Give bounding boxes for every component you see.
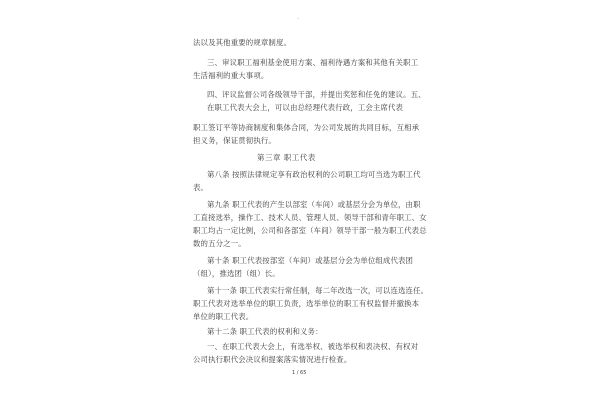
article-9-line: 第九条 职工代表的产生以部室（车间）或基层分会为单位，由职 bbox=[207, 200, 421, 209]
text-line: 三、审议职工福利基金使用方案、福利待遇方案和其他有关职工 bbox=[207, 58, 419, 67]
article-9-line: 职工均占一定比例，公司和各部室（车间）领导干部一般为职工代表总 bbox=[193, 226, 427, 235]
text-line: 法以及其他重要的规章制度。 bbox=[193, 38, 292, 47]
page-number: 1 / 65 bbox=[292, 370, 307, 376]
article-12-heading: 第十二条 职工代表的权利和义务： bbox=[207, 327, 323, 336]
text-line: 在职工代表大会上，可以由总经理代表行政，工会主席代表 bbox=[207, 103, 404, 112]
text-line: 四、评议监督公司各级领导干部，并提出奖惩和任免的建议。五、 bbox=[207, 90, 426, 99]
text-line: 公司执行职代会决议和提案落实情况进行检查。 bbox=[193, 355, 352, 364]
text-line: 担义务，保证贯彻执行。 bbox=[193, 136, 276, 145]
article-11-line: 职工代表对选举单位的职工负责，选举单位的职工有权监督并撤换本 bbox=[193, 299, 420, 308]
text-line: 职工签订平等协商制度和集体合同，为公司发展的共同目标，互相承 bbox=[193, 123, 420, 132]
chapter-heading: 第三章 职工代表 bbox=[257, 153, 316, 162]
article-10-line: 第十条 职工代表按部室（车间）或基层分会为单位组成代表团 bbox=[207, 256, 414, 265]
article-10-line: （组），推选团（组）长。 bbox=[193, 269, 280, 278]
article-11-line: 第十一条 职工代表实行常任制，每二年改选一次，可以连选连任。 bbox=[207, 286, 429, 295]
text-line: 一、在职工代表大会上，有选举权、被选举权和表决权、有权对 bbox=[207, 342, 419, 351]
article-8-line: 第八条 按照法律规定享有政治权利的公司职工均可当选为职工代 bbox=[207, 170, 421, 179]
article-9-line: 工直接选举，操作工、技术人员、管理人员、领导干部和青年职工、女 bbox=[193, 213, 427, 222]
page-marker: · bbox=[297, 16, 299, 23]
text-line: 生活福利的重大事项。 bbox=[193, 71, 269, 80]
article-8-line: 表。 bbox=[193, 183, 209, 192]
article-9-line: 数的五分之一。 bbox=[193, 239, 246, 248]
article-11-line: 单位的职工代表。 bbox=[193, 312, 254, 321]
